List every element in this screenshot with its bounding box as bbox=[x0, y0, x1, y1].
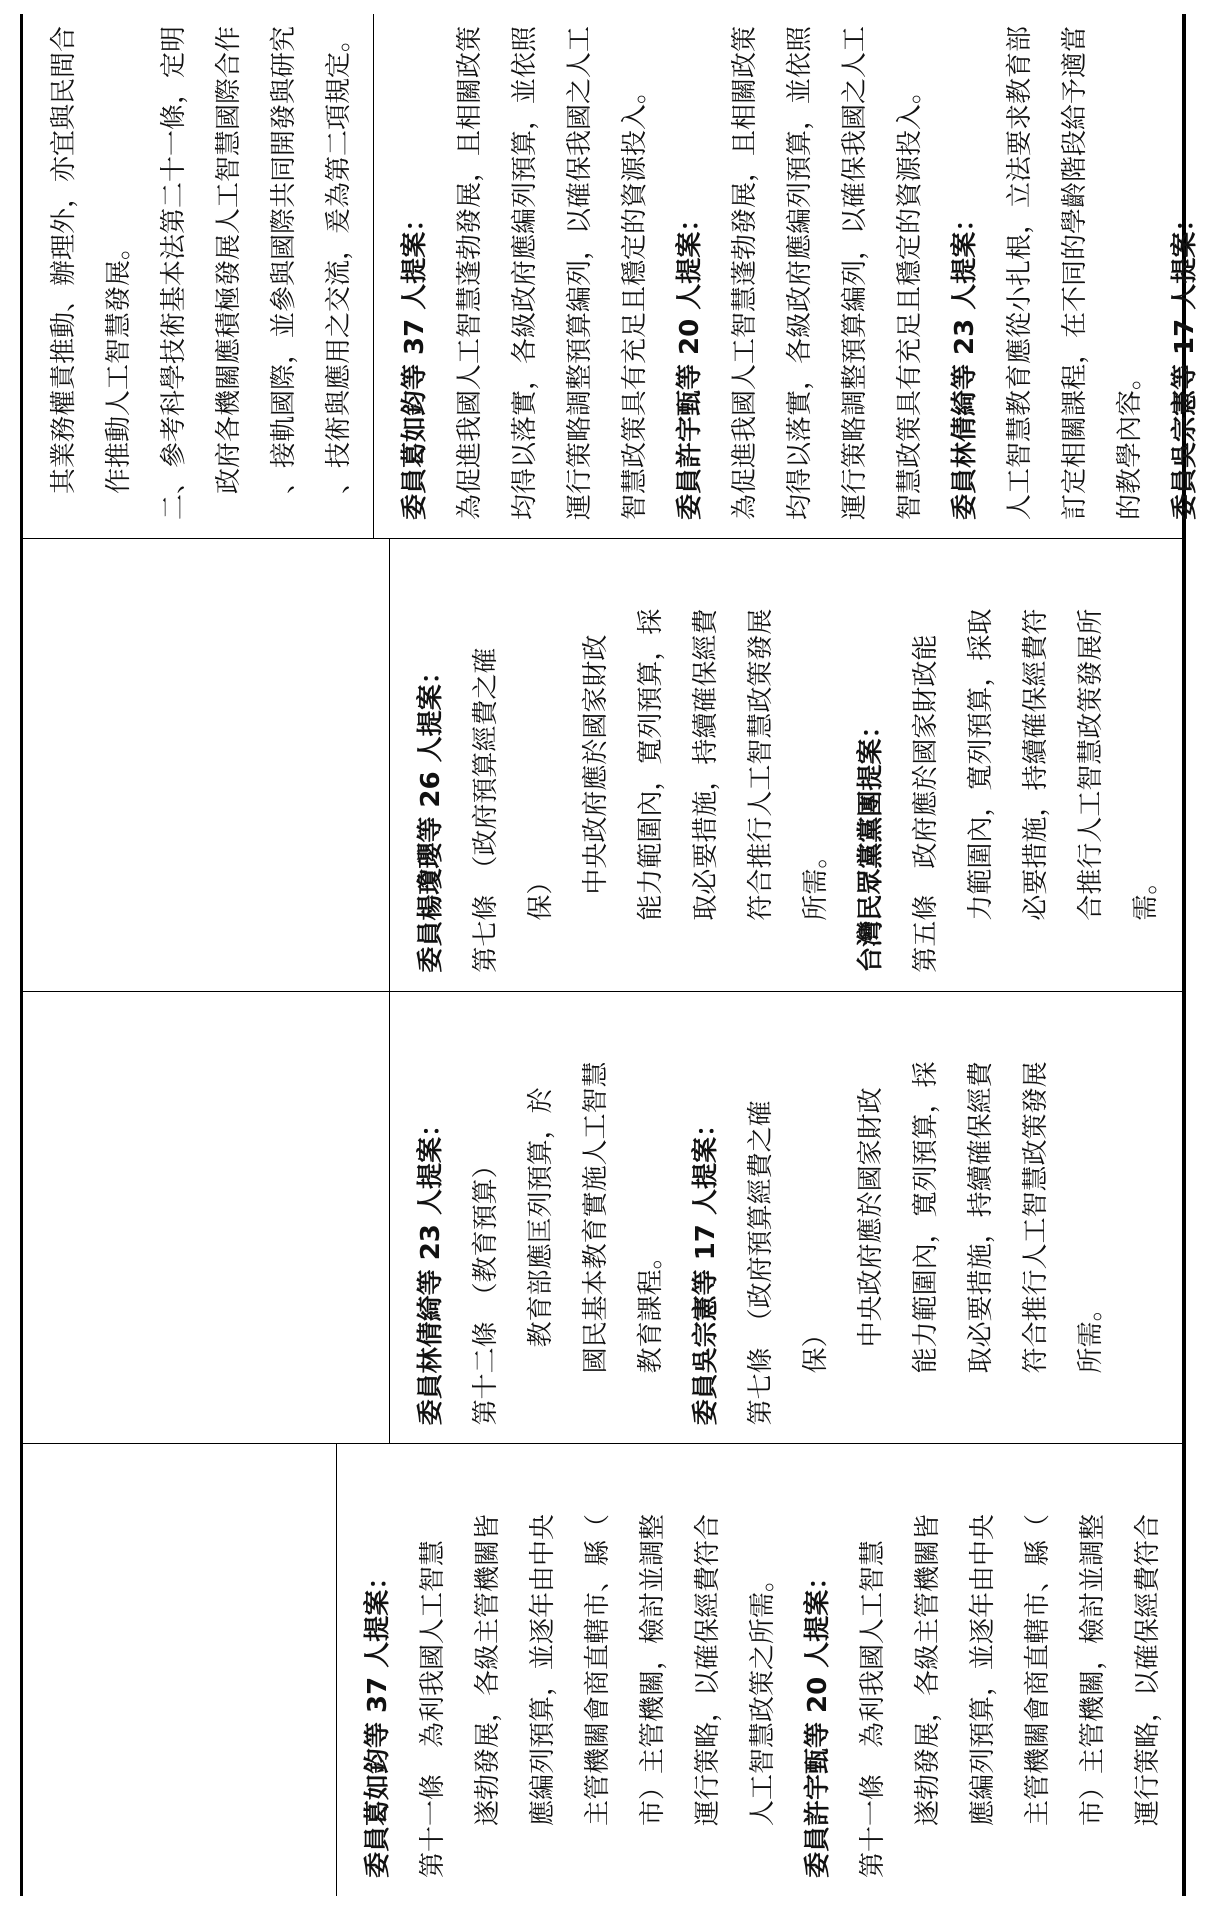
proposer-heading: 委員許宇甄等 20 人提案： bbox=[675, 205, 705, 521]
text-line: 能力範圍內，寬列預算，採 bbox=[911, 1061, 941, 1426]
text-line: 中央政府應於國家財政 bbox=[581, 634, 611, 973]
proposer-heading: 委員吳宗憲等 17 人提案： bbox=[1170, 205, 1200, 521]
text-line: 第五條 政府應於國家財政能 bbox=[911, 634, 941, 973]
proposer-heading: 委員林倩綺等 23 人提案： bbox=[950, 205, 980, 521]
text-line: 主管機關會商直轄市、縣（ bbox=[583, 1513, 613, 1878]
text-line: 保） bbox=[801, 1321, 831, 1426]
proposer-heading: 委員楊瓊瓔等 26 人提案： bbox=[416, 658, 446, 973]
explanation-cell bbox=[23, 539, 389, 991]
text-line: 智慧政策具有充足且穩定的資源投入。 bbox=[895, 78, 925, 521]
text-line: 為促進我國人工智慧蓬勃發展，且相關政策 bbox=[455, 26, 485, 521]
text-line: 中央政府應於國家財政 bbox=[856, 1087, 886, 1426]
text-line: 教育課程。 bbox=[636, 1243, 666, 1426]
proposal-cell bbox=[389, 992, 1182, 1444]
proposer-heading: 委員葛如鈞等 37 人提案： bbox=[363, 1563, 393, 1878]
text-line: 第十一條 為利我國人工智慧 bbox=[858, 1539, 888, 1878]
text-line: 人工智慧教育應從小扎根，立法要求教育部 bbox=[1005, 26, 1035, 521]
text-line: 運行策略，以確保經費符合 bbox=[1133, 1513, 1163, 1878]
text-line: 符合推行人工智慧政策發展 bbox=[1021, 1061, 1051, 1426]
text-line: 、技術與應用之交流，爰為第二項規定。 bbox=[324, 26, 354, 521]
text-line: 第十一條 為利我國人工智慧 bbox=[418, 1539, 448, 1878]
text-line: 市）主管機關，檢討並調整 bbox=[1078, 1513, 1108, 1878]
text-line: 其業務權責推動、辦理外，亦宜與民間合 bbox=[49, 26, 79, 521]
text-line: 政府各機關應積極發展人工智慧國際合作 bbox=[214, 26, 244, 521]
table-row bbox=[23, 539, 1182, 992]
explanation-cell bbox=[23, 14, 373, 538]
text-line: 第七條 （政府預算經費之確 bbox=[471, 647, 501, 973]
comparison-table bbox=[20, 14, 1200, 1896]
text-line: 、接軌國際，並參與國際共同開發與研究 bbox=[269, 26, 299, 521]
text-line: 市）主管機關，檢討並調整 bbox=[638, 1513, 668, 1878]
text-line: 教育部應匡列預算，於 bbox=[526, 1087, 556, 1426]
text-line: 應編列預算，並逐年由中央 bbox=[528, 1513, 558, 1878]
text-line: 力範圍內，寬列預算，採取 bbox=[966, 608, 996, 973]
explanation-cell bbox=[23, 992, 389, 1444]
text-line: 所需。 bbox=[801, 842, 831, 973]
table-row bbox=[23, 1444, 1182, 1896]
proposer-heading: 委員林倩綺等 23 人提案： bbox=[416, 1111, 446, 1426]
text-line: 二、參考科學技術基本法第二十一條，定明 bbox=[159, 26, 189, 521]
text-line: 運行策略調整預算編列，以確保我國之人工 bbox=[840, 26, 870, 521]
proposer-heading: 委員葛如鈞等 37 人提案： bbox=[400, 205, 430, 521]
text-line: 均得以落實，各級政府應編列預算，並依照 bbox=[785, 26, 815, 521]
text-line: 的教學內容。 bbox=[1115, 364, 1145, 521]
proposal-cell bbox=[336, 1444, 1182, 1896]
text-line: 能力範圍內，寬列預算，採 bbox=[636, 608, 666, 973]
text-line: 主管機關會商直轄市、縣（ bbox=[1023, 1513, 1053, 1878]
text-line: 訂定相關課程，在不同的學齡階段給予適當 bbox=[1060, 26, 1090, 521]
text-line: 為促進我國人工智慧蓬勃發展，且相關政策 bbox=[730, 26, 760, 521]
proposer-heading: 台灣民眾黨黨團提案： bbox=[856, 712, 886, 973]
text-line: 人工智慧政策之所需。 bbox=[748, 1565, 778, 1878]
text-line: 取必要措施，持續確保經費 bbox=[966, 1061, 996, 1426]
proposal-cell bbox=[389, 539, 1182, 991]
proposer-heading: 委員吳宗憲等 17 人提案： bbox=[691, 1111, 721, 1426]
proposer-heading: 委員許宇甄等 20 人提案： bbox=[803, 1563, 833, 1878]
text-line: 作推動人工智慧發展。 bbox=[104, 234, 134, 521]
table-row bbox=[23, 992, 1182, 1445]
text-line: 遂勃發展，各級主管機關皆 bbox=[913, 1513, 943, 1878]
text-line: 應編列預算，並逐年由中央 bbox=[968, 1513, 998, 1878]
text-line: 所需。 bbox=[1076, 1295, 1106, 1426]
text-line: 取必要措施，持續確保經費 bbox=[691, 608, 721, 973]
text-line: 第七條 （政府預算經費之確 bbox=[746, 1100, 776, 1426]
text-line: 必要措施，持續確保經費符 bbox=[1021, 608, 1051, 973]
text-line: 保） bbox=[526, 868, 556, 973]
text-line: 合推行人工智慧政策發展所 bbox=[1076, 608, 1106, 973]
text-line: 需。 bbox=[1131, 868, 1161, 973]
proposal-cell bbox=[373, 14, 1219, 538]
text-line: 符合推行人工智慧政策發展 bbox=[746, 608, 776, 973]
text-line: 國民基本教育實施人工智慧 bbox=[581, 1061, 611, 1426]
text-line: 運行策略，以確保經費符合 bbox=[693, 1513, 723, 1878]
text-line: 遂勃發展，各級主管機關皆 bbox=[473, 1513, 503, 1878]
text-line: 智慧政策具有充足且穩定的資源投入。 bbox=[620, 78, 650, 521]
explanation-cell bbox=[23, 1444, 336, 1896]
text-line: 運行策略調整預算編列，以確保我國之人工 bbox=[565, 26, 595, 521]
text-line: 第十二條 （教育預算） bbox=[471, 1152, 501, 1426]
text-line: 均得以落實，各級政府應編列預算，並依照 bbox=[510, 26, 540, 521]
table-row bbox=[23, 14, 1200, 539]
